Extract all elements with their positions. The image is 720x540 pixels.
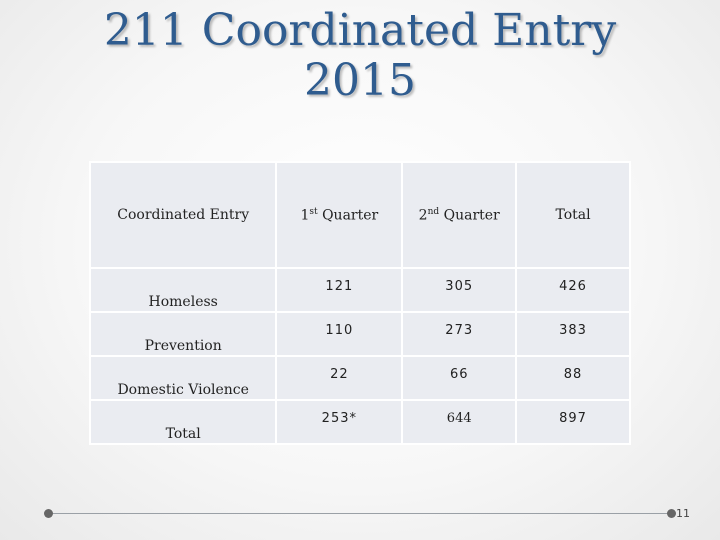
slide-title-line-2: 2015 [304, 55, 416, 106]
header-q2-suffix: nd [427, 206, 440, 217]
header-q1-suffix: st [309, 206, 318, 217]
header-cell-coordinated-entry [90, 162, 276, 268]
footer-divider [48, 513, 673, 514]
cell-q1 [276, 268, 402, 312]
cell-total [516, 400, 630, 444]
cell-q2 [402, 312, 516, 356]
table-row-homeless [90, 268, 630, 312]
page-number: 11 [676, 507, 690, 520]
value-total: 897 [559, 411, 587, 426]
value-q1: 253* [321, 411, 357, 426]
value-q2: 644 [446, 411, 472, 426]
table-header-row [90, 162, 630, 268]
value-q2: 66 [449, 367, 469, 382]
value-total: 426 [559, 279, 587, 294]
row-label: Prevention [144, 338, 222, 354]
cell-q2 [402, 356, 516, 400]
value-q2: 273 [445, 323, 474, 338]
cell-total [516, 268, 630, 312]
header-q1-number: 1 [300, 207, 310, 224]
cell-q2 [402, 268, 516, 312]
cell-q2 [402, 400, 516, 444]
header-label-total: Total [555, 207, 591, 223]
header-q2-label: Quarter [439, 207, 500, 224]
header-q2-number: 2 [418, 207, 428, 224]
row-label: Homeless [148, 294, 218, 310]
row-label-cell [90, 356, 276, 400]
value-total: 383 [559, 323, 587, 338]
row-label-cell [90, 312, 276, 356]
table-row-prevention [90, 312, 630, 356]
header-q1-label: Quarter [317, 207, 379, 224]
footer-right-dot [667, 509, 676, 518]
cell-total [516, 312, 630, 356]
coordinated-entry-table [89, 161, 631, 445]
value-q1: 121 [325, 279, 354, 294]
table-row-domestic-violence [90, 356, 630, 400]
row-label-cell [90, 400, 276, 444]
value-q1: 110 [325, 323, 354, 338]
value-total: 88 [563, 367, 583, 382]
value-q1: 22 [330, 367, 349, 382]
row-label: Domestic Violence [117, 382, 249, 398]
cell-q1 [276, 312, 402, 356]
table-row-total [90, 400, 630, 444]
header-label-coordinated-entry: Coordinated Entry [117, 207, 250, 223]
slide-title-line-1: 211 Coordinated Entry [103, 5, 617, 56]
footer-left-dot [44, 509, 53, 518]
cell-q1 [276, 356, 402, 400]
cell-q1 [276, 400, 402, 444]
header-cell-q1 [276, 162, 402, 268]
slide-title [0, 6, 720, 106]
header-cell-q2 [402, 162, 516, 268]
row-label-cell [90, 268, 276, 312]
row-label: Total [165, 426, 201, 442]
cell-total [516, 356, 630, 400]
header-cell-total [516, 162, 630, 268]
value-q2: 305 [445, 279, 474, 294]
